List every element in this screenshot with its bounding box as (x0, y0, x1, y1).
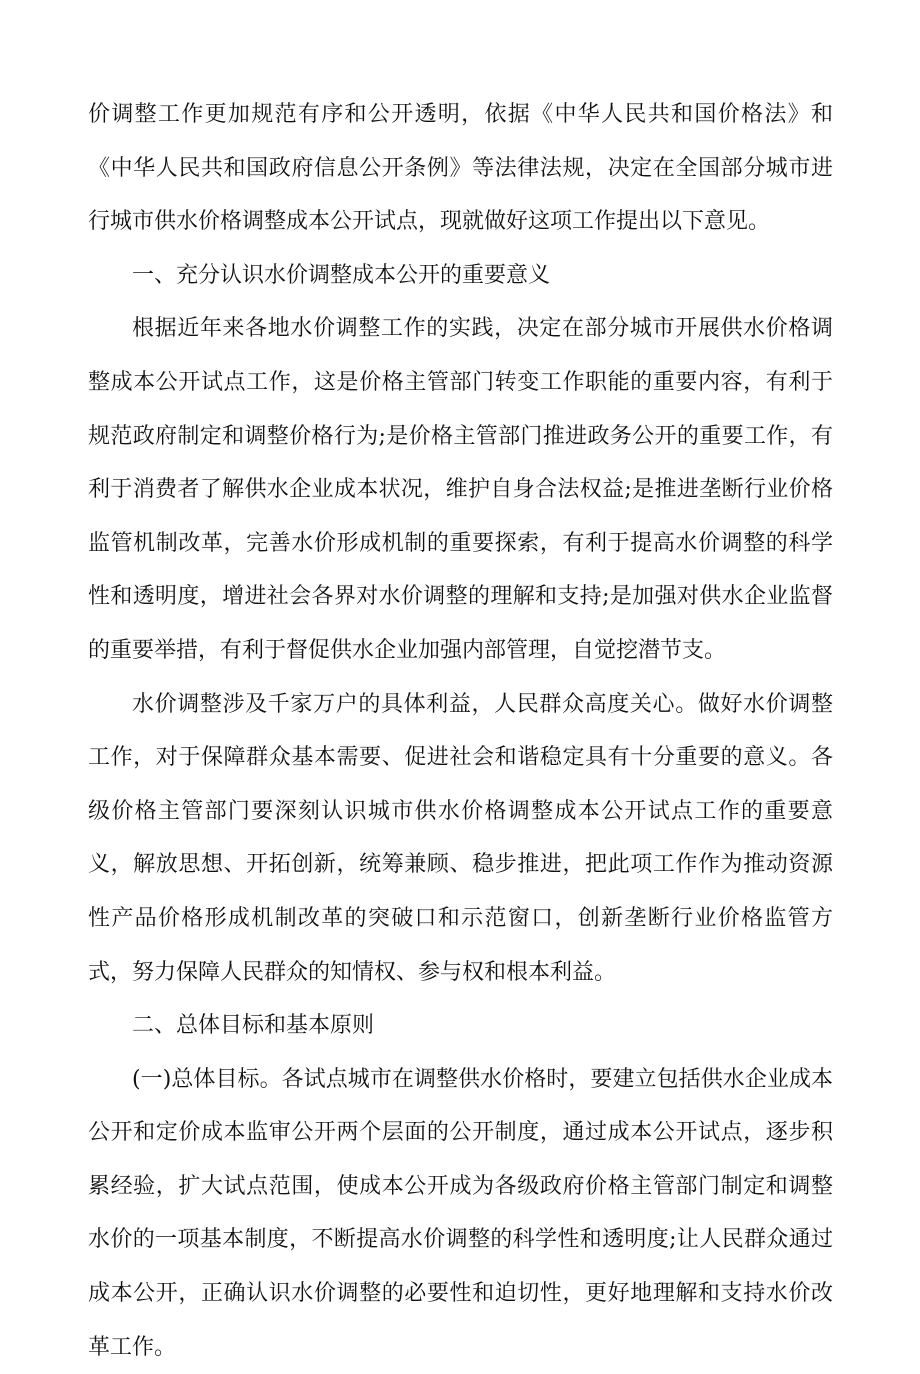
paragraph-overall-goal: (一)总体目标。各试点城市在调整供水价格时，要建立包括供水企业成本公开和定价成本监审公开两个层面的公开制度，通过成本公开试点，逐步积累经验，扩大试点范围，使成本公开成为各级政府价格主管部门制定和调整水价的一项基本制度，不断提高水价调整的科学性和透明度;让人民群众通过成本公开，正确认识水价调整的必要性和迫切性，更好地理解和支持水价改革工作。 (88, 1066, 833, 1360)
paragraph-continuation: 价调整工作更加规范有序和公开透明，依据《中华人民共和国价格法》和《中华人民共和国政府信息公开条例》等法律法规，决定在全国部分城市进行城市供水价格调整成本公开试点，现就做好这项工作提出以下意见。 (88, 102, 833, 235)
paragraph-public-interest: 水价调整涉及千家万户的具体利益，人民群众高度关心。做好水价调整工作，对于保障群众基本需要、促进社会和谐稳定具有十分重要的意义。各级价格主管部门要深刻认识城市供水价格调整成本公开试点工作的重要意义，解放思想、开拓创新，统筹兼顾、稳步推进，把此项工作作为推动资源性产品价格形成机制改革的突破口和示范窗口，创新垄断行业价格监管方式，努力保障人民群众的知情权、参与权和根本利益。 (88, 691, 833, 985)
document-body (88, 88, 833, 1374)
section-heading-2: 二、总体目标和基本原则 (132, 1013, 375, 1039)
paragraph-significance: 根据近年来各地水价调整工作的实践，决定在部分城市开展供水价格调整成本公开试点工作，这是价格主管部门转变工作职能的重要内容，有利于规范政府制定和调整价格行为;是价格主管部门推进政务公开的重要工作，有利于消费者了解供水企业成本状况，维护自身合法权益;是推进垄断行业价格监管机制改革，完善水价形成机制的重要探索，有利于提高水价调整的科学性和透明度，增进社会各界对水价调整的理解和支持;是加强对供水企业监督的重要举措，有利于督促供水企业加强内部管理，自觉挖潜节支。 (88, 316, 833, 663)
section-heading-1: 一、充分认识水价调整成本公开的重要意义 (132, 262, 551, 288)
